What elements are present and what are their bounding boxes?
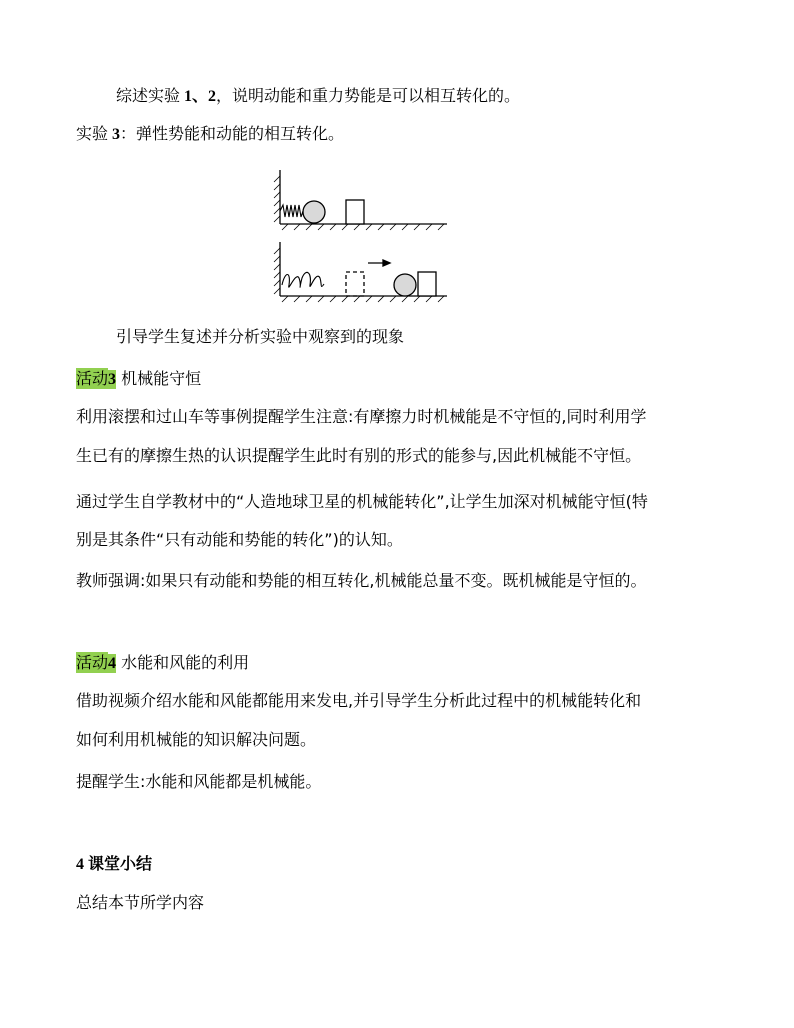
experiment3-label: 实验 [76, 124, 109, 143]
summary-numbers: 1、2 [180, 88, 217, 105]
block-bottom [418, 272, 436, 296]
activity3-title: 机械能守恒 [116, 369, 202, 388]
experiment3-line [76, 123, 344, 146]
compressed-spring [280, 205, 303, 217]
block-top [346, 200, 364, 224]
activity3-number: 3 [108, 371, 117, 388]
ball-bottom [394, 274, 416, 296]
top-floor-hatch [282, 224, 444, 230]
figure-caption: 引导学生复述并分析实验中观察到的现象 [116, 327, 405, 346]
extended-spring [282, 272, 324, 287]
summary-text: 总结本节所学内容 [76, 893, 205, 912]
top-wall-hatch [274, 176, 280, 222]
activity4-paragraph1-line1: 借助视频介绍水能和风能都能用来发电,并引导学生分析此过程中的机械能转化和 [76, 691, 642, 710]
summary-text-pre: 综述实验 [116, 86, 181, 105]
summary-text-post: ，说明动能和重力势能是可以相互转化的。 [216, 86, 521, 105]
figure-top-panel [274, 170, 447, 230]
activity4-tag: 活动 [76, 653, 109, 672]
experiment3-number: 3 [108, 126, 121, 143]
activity4-paragraph1-line2: 如何利用机械能的知识解决问题。 [76, 730, 317, 749]
bottom-floor-hatch [282, 296, 444, 302]
experiment3-text: ：弹性势能和动能的相互转化。 [120, 124, 345, 143]
activity3-paragraph2-line1: 通过学生自学教材中的“人造地球卫星的机械能转化”,让学生加深对机械能守恒(特 [76, 492, 648, 511]
section-number: 4 [76, 856, 84, 873]
ball-top [303, 201, 325, 223]
figure-bottom-panel [274, 242, 447, 302]
activity4-heading [76, 652, 249, 675]
section-title: 课堂小结 [84, 856, 153, 873]
activity3-paragraph1-line1: 利用滚摆和过山车等事例提醒学生注意:有摩擦力时机械能是不守恒的,同时利用学 [76, 407, 647, 426]
block-original-position [346, 272, 364, 296]
activity3-tag: 活动 [76, 369, 109, 388]
spring-experiment-figure [272, 168, 452, 304]
activity4-number: 4 [108, 655, 117, 672]
activity3-heading [76, 368, 201, 391]
section-heading [76, 854, 152, 876]
activity3-paragraph2-line2: 别是其条件“只有动能和势能的转化”)的认知。 [76, 530, 403, 549]
activity3-paragraph1-line2: 生已有的摩擦生热的认识提醒学生此时有别的形式的能参与,因此机械能不守恒。 [76, 446, 642, 465]
bottom-wall-hatch [274, 248, 280, 294]
activity3-paragraph3: 教师强调:如果只有动能和势能的相互转化,机械能总量不变。既机械能是守恒的。 [76, 571, 647, 590]
activity4-paragraph2: 提醒学生:水能和风能都是机械能。 [76, 772, 322, 791]
activity4-title: 水能和风能的利用 [116, 653, 250, 672]
motion-arrow-head [383, 260, 390, 266]
summary-line [116, 85, 520, 108]
